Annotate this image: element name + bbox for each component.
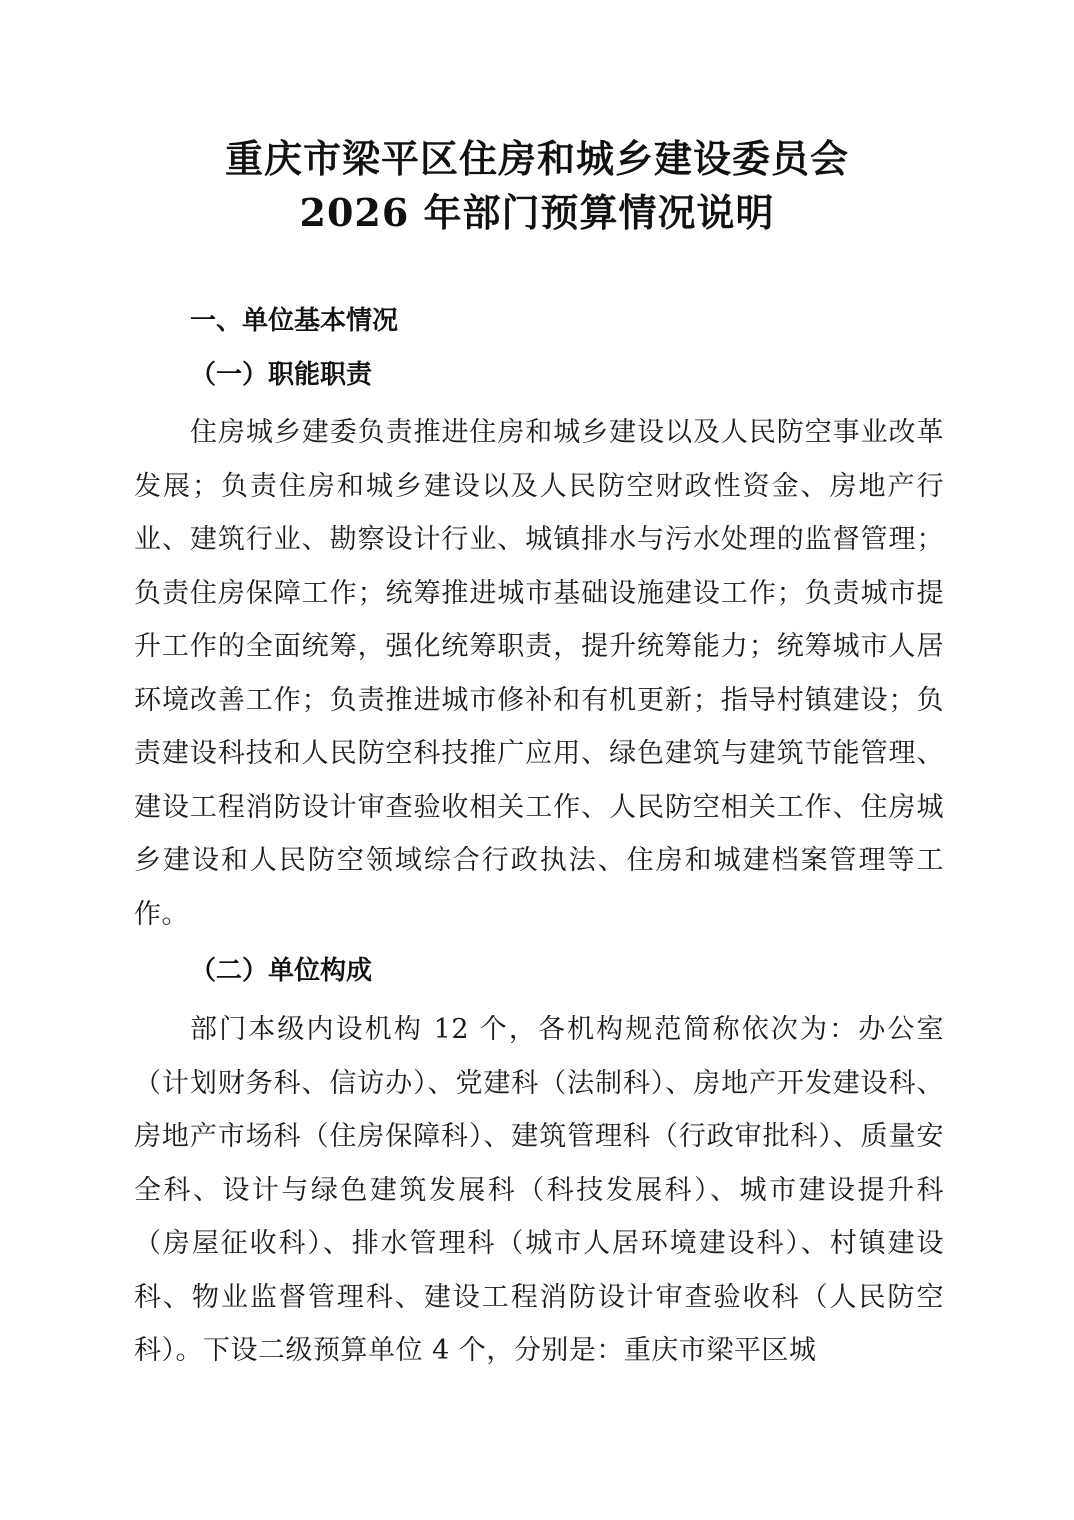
section-heading-basic-info: 一、单位基本情况 [190,306,399,336]
paragraph-functions: 住房城乡建委负责推进住房和城乡建设以及人民防空事业改革发展；负责住房和城乡建设以及人民防空财政性资金、房地产行业、建筑行业、勘察设计行业、城镇排水与污水处理的监督管理；负责住房保障工作；统筹推进城市基础设施建设工作；负责城市提升工作的全面统筹，强化统筹职责，提升统筹能力；统筹城市人居环境改善工作；负责推进城市修补和有机更新；指导村镇建设；负责建设科技和人民防空科技推广应用、绿色建筑与建筑节能管理、建设工程消防设计审查验收相关工作、人民防空相关工作、住房城乡建设和人民防空领域综合行政执法、住房和城建档案管理等工作。 [134,417,944,930]
document-title-line2: 2026 年部门预算情况说明 [299,190,775,235]
paragraph-composition: 部门本级内设机构 12 个，各机构规范简称依次为：办公室（计划财务科、信访办）、党建科（法制科）、房地产开发建设科、房地产市场科（住房保障科）、建筑管理科（行政审批科）、质量安全科、设计与绿色建筑发展科（科技发展科）、城市建设提升科（房屋征收科）、排水管理科（城市人居环境建设科）、村镇建设科、物业监督管理科、建设工程消防设计审查验收科（人民防空科）。下设二级预算单位 4 个，分别是：重庆市梁平区城 [134,1014,944,1366]
subsection-heading-composition: （二）单位构成 [190,956,373,986]
document-title-line1: 重庆市梁平区住房和城乡建设委员会 [224,136,849,181]
subsection-heading-functions: （一）职能职责 [190,360,373,390]
